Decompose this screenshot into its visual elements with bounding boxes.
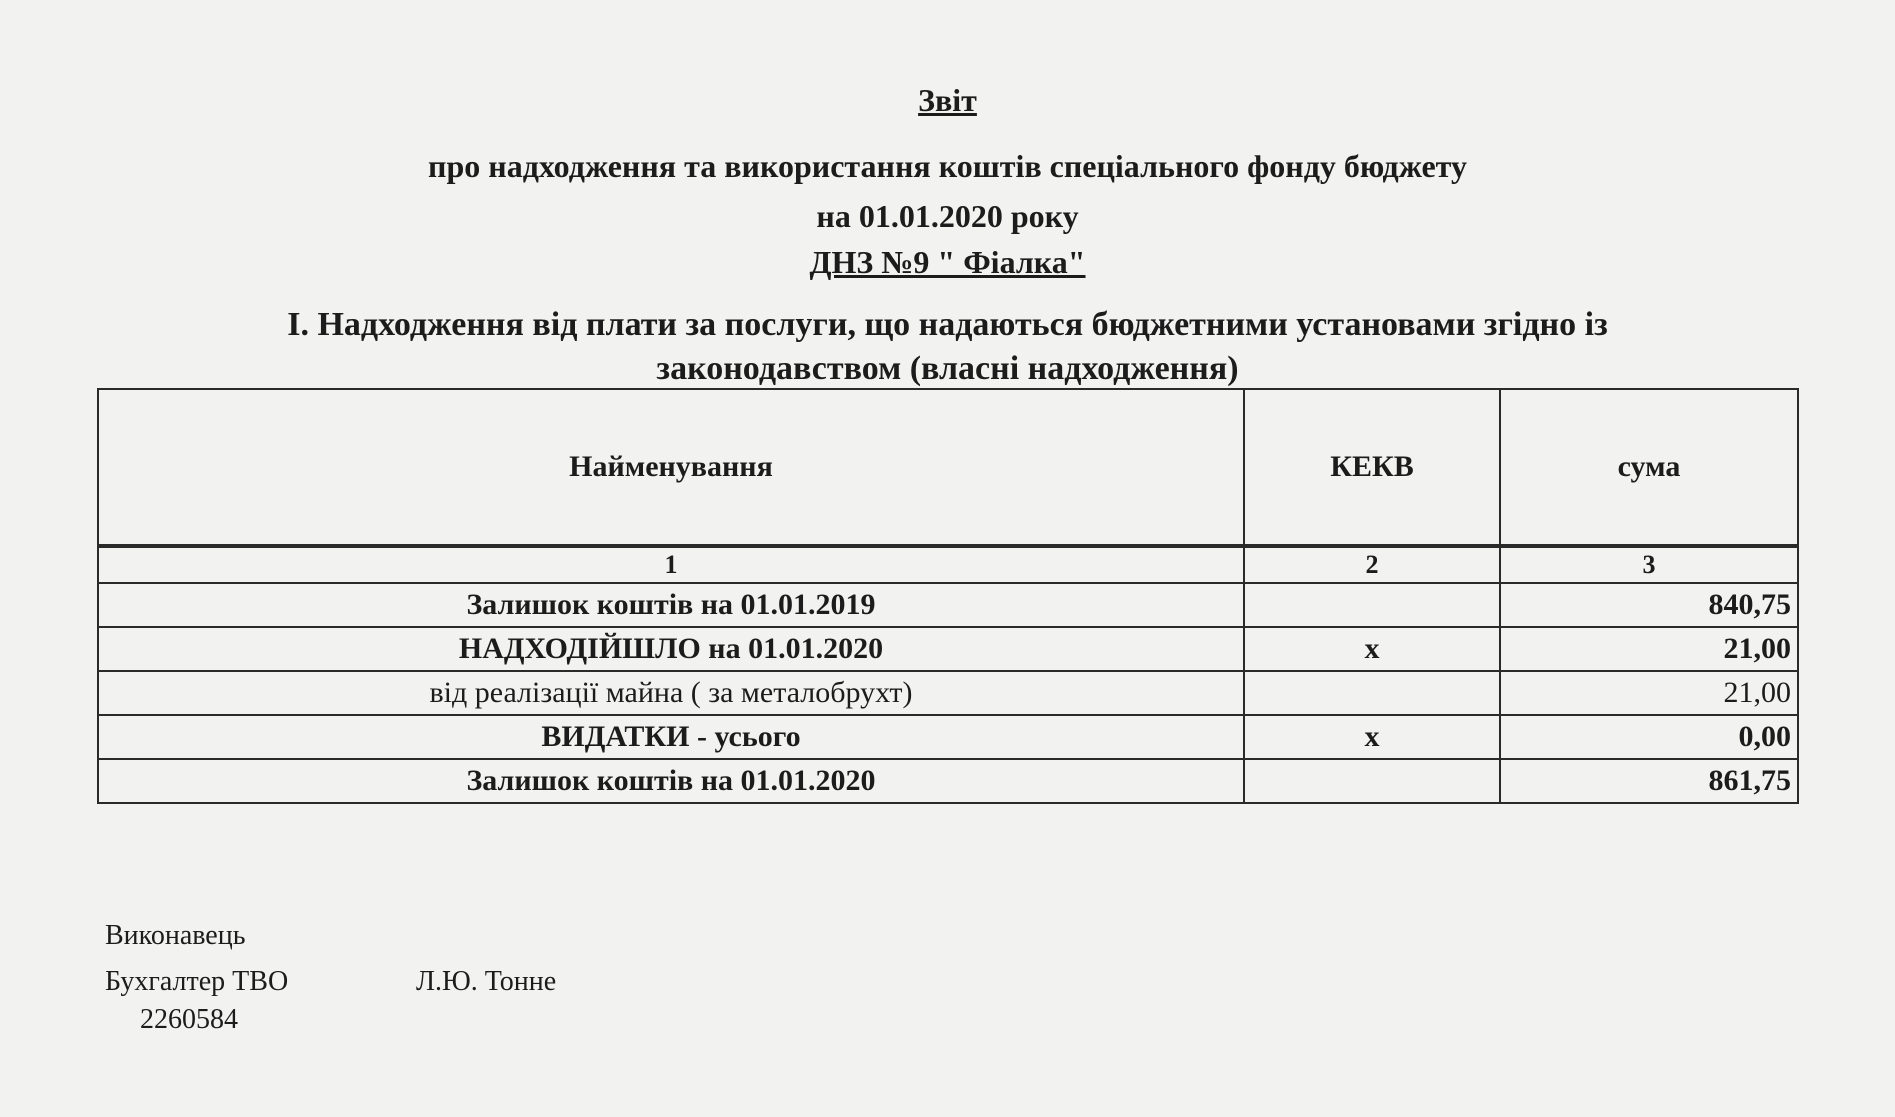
table-row [98, 627, 1798, 671]
table-row [98, 671, 1798, 715]
row-kekv: х [1244, 715, 1500, 759]
column-number-row [98, 546, 1798, 583]
section-title-line2: законодавством (власні надходження) [656, 350, 1239, 387]
column-header-name: Найменування [98, 389, 1244, 546]
executor-label: Виконавець [105, 920, 246, 951]
row-kekv [1244, 759, 1500, 803]
column-number: 3 [1500, 546, 1798, 583]
table-row [98, 759, 1798, 803]
table-row [98, 715, 1798, 759]
row-name: від реалізації майна ( за металобрухт) [98, 671, 1244, 715]
report-date: на 01.01.2020 року [816, 198, 1079, 234]
row-sum: 0,00 [1500, 715, 1798, 759]
table-row [98, 583, 1798, 627]
row-name: НАДХОДІЙШЛО на 01.01.2020 [98, 627, 1244, 671]
row-kekv [1244, 671, 1500, 715]
column-header-kekv: КЕКВ [1244, 389, 1500, 546]
row-name: Залишок коштів на 01.01.2020 [98, 759, 1244, 803]
organization-name: ДНЗ №9 " Фіалка" [809, 244, 1086, 280]
signer-position: Бухгалтер ТВО [105, 966, 289, 997]
row-name: Залишок коштів на 01.01.2019 [98, 583, 1244, 627]
row-name: ВИДАТКИ - усього [98, 715, 1244, 759]
row-kekv: х [1244, 627, 1500, 671]
table-header-row [98, 389, 1798, 546]
row-sum: 861,75 [1500, 759, 1798, 803]
report-subtitle: про надходження та використання коштів спеціального фонду бюджету [428, 148, 1467, 184]
column-number: 2 [1244, 546, 1500, 583]
section-title-line1: І. Надходження від плати за послуги, що надаються бюджетними установами згідно із [287, 306, 1608, 343]
row-sum: 21,00 [1500, 671, 1798, 715]
signer-name: Л.Ю. Тонне [416, 966, 557, 997]
column-header-sum: сума [1500, 389, 1798, 546]
row-kekv [1244, 583, 1500, 627]
phone-number: 2260584 [140, 1004, 238, 1035]
report-title: Звіт [918, 82, 977, 118]
row-sum: 21,00 [1500, 627, 1798, 671]
row-sum: 840,75 [1500, 583, 1798, 627]
column-number: 1 [98, 546, 1244, 583]
report-table [97, 388, 1799, 804]
